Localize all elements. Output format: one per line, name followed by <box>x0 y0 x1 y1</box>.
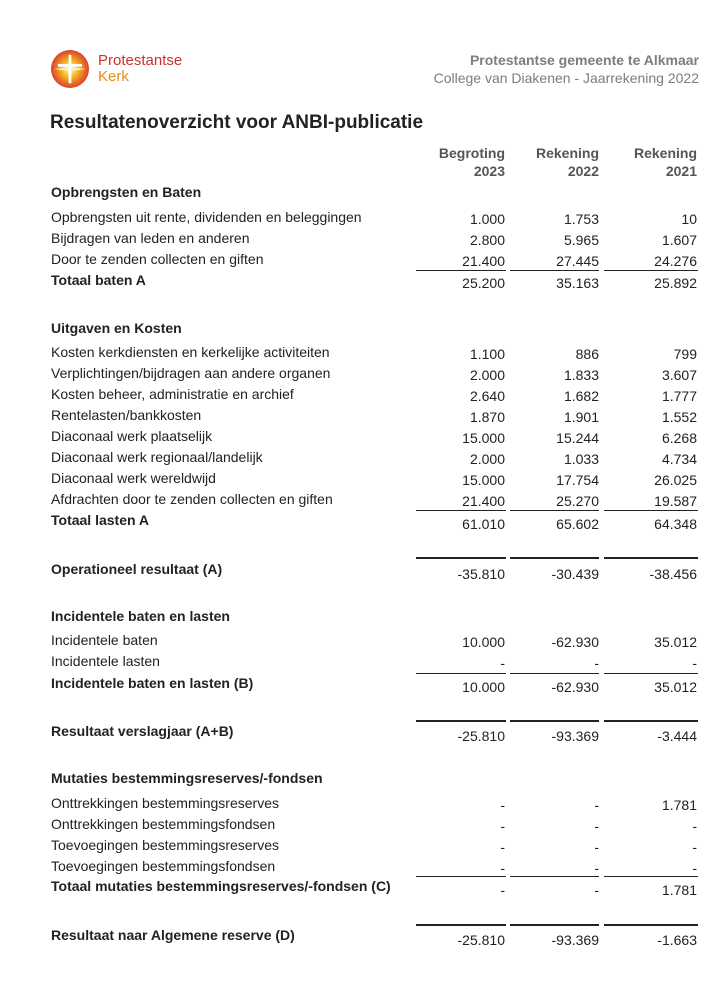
row-value: 1.100 <box>469 346 505 362</box>
row-value: 26.025 <box>654 472 697 488</box>
result-rule <box>510 557 599 559</box>
result-rule <box>416 557 506 559</box>
row-label: Onttrekkingen bestemmingsfondsen <box>51 816 276 832</box>
subtotal-rule <box>510 673 599 674</box>
row-value: - <box>692 839 697 855</box>
row-value: 886 <box>575 346 599 362</box>
total-value: 10.000 <box>462 679 505 695</box>
row-value: 17.754 <box>556 472 599 488</box>
row-label: Opbrengsten uit rente, dividenden en beleggingen <box>51 209 362 225</box>
row-label: Diaconaal werk wereldwijd <box>51 470 216 486</box>
row-label: Verplichtingen/bijdragen aan andere organen <box>51 365 331 381</box>
row-label: Diaconaal werk regionaal/landelijk <box>51 449 263 465</box>
row-value: 27.445 <box>556 253 599 269</box>
row-value: 1.033 <box>563 451 599 467</box>
row-label: Onttrekkingen bestemmingsreserves <box>51 795 279 811</box>
subtotal-rule <box>416 510 506 511</box>
total-value: 61.010 <box>462 516 505 532</box>
column-header-year: 2022 <box>567 163 599 179</box>
result-rule <box>604 557 698 559</box>
organisation-name: Protestantse gemeente te Alkmaar <box>469 52 699 68</box>
total-label: Totaal baten A <box>51 272 146 288</box>
row-value: 1.000 <box>469 211 505 227</box>
row-label: Incidentele lasten <box>51 653 160 669</box>
row-value: - <box>594 860 599 876</box>
column-header-label: Rekening <box>535 145 599 161</box>
subtotal-rule <box>510 510 599 511</box>
row-value: 6.268 <box>661 430 697 446</box>
total-value: 65.602 <box>556 516 599 532</box>
row-value: 21.400 <box>462 493 505 509</box>
row-value: 15.000 <box>462 472 505 488</box>
subtotal-rule <box>416 673 506 674</box>
row-value: 10.000 <box>462 634 505 650</box>
column-header-label: Rekening <box>633 145 697 161</box>
total-value: 35.163 <box>556 275 599 291</box>
section-heading: Mutaties bestemmingsreserves/-fondsen <box>51 770 323 786</box>
row-value: 1.833 <box>563 367 599 383</box>
row-value: - <box>594 839 599 855</box>
result-value: -25.810 <box>457 728 505 744</box>
row-value: - <box>500 655 505 671</box>
row-value: 5.965 <box>563 232 599 248</box>
row-value: - <box>500 797 505 813</box>
row-value: 25.270 <box>556 493 599 509</box>
subtotal-rule <box>604 876 698 877</box>
result-rule <box>416 924 506 926</box>
result-rule <box>604 720 698 722</box>
column-header-year: 2023 <box>473 163 505 179</box>
row-value: 1.870 <box>469 409 505 425</box>
result-label: Operationeel resultaat (A) <box>51 561 223 577</box>
result-value: -25.810 <box>457 932 505 948</box>
column-header-label: Begroting <box>438 145 505 161</box>
result-label: Resultaat verslagjaar (A+B) <box>51 723 234 739</box>
result-value: -1.663 <box>657 932 697 948</box>
total-label: Incidentele baten en lasten (B) <box>51 675 254 691</box>
result-value: -93.369 <box>551 932 599 948</box>
row-label: Diaconaal werk plaatselijk <box>51 428 213 444</box>
row-label: Toevoegingen bestemmingsreserves <box>51 837 280 853</box>
row-label: Door te zenden collecten en giften <box>51 251 264 267</box>
logo-text-kerk: Kerk <box>98 68 129 85</box>
result-rule <box>416 720 506 722</box>
row-value: - <box>692 860 697 876</box>
row-value: 15.000 <box>462 430 505 446</box>
result-value: -38.456 <box>649 566 697 582</box>
row-value: - <box>594 797 599 813</box>
row-value: 799 <box>673 346 697 362</box>
total-value: -62.930 <box>551 679 599 695</box>
section-heading: Incidentele baten en lasten <box>51 608 230 624</box>
total-value: 1.781 <box>661 882 697 898</box>
row-value: 2.000 <box>469 367 505 383</box>
result-rule <box>510 924 599 926</box>
subtotal-rule <box>416 876 506 877</box>
result-rule <box>604 924 698 926</box>
total-value: 25.200 <box>462 275 505 291</box>
total-value: 25.892 <box>654 275 697 291</box>
row-value: 10 <box>681 211 697 227</box>
row-value: 2.640 <box>469 388 505 404</box>
row-value: 1.682 <box>563 388 599 404</box>
column-header-year: 2021 <box>665 163 697 179</box>
total-label: Totaal lasten A <box>51 512 150 528</box>
row-value: - <box>500 839 505 855</box>
row-value: 15.244 <box>556 430 599 446</box>
result-value: -3.444 <box>657 728 697 744</box>
row-value: - <box>594 655 599 671</box>
row-label: Incidentele baten <box>51 632 158 648</box>
protestantse-kerk-logo-icon <box>50 49 90 89</box>
row-label: Toevoegingen bestemmingsfondsen <box>51 858 276 874</box>
row-value: - <box>500 860 505 876</box>
result-value: -30.439 <box>551 566 599 582</box>
row-value: - <box>692 655 697 671</box>
total-value: - <box>500 882 505 898</box>
row-value: 2.000 <box>469 451 505 467</box>
row-label: Kosten beheer, administratie en archief <box>51 386 294 402</box>
row-label: Bijdragen van leden en anderen <box>51 230 250 246</box>
row-value: 3.607 <box>661 367 697 383</box>
row-value: 21.400 <box>462 253 505 269</box>
subtotal-rule <box>510 270 599 271</box>
total-label: Totaal mutaties bestemmingsreserves/-fondsen (C) <box>51 878 391 894</box>
row-value: 1.781 <box>661 797 697 813</box>
page-title: Resultatenoverzicht voor ANBI-publicatie <box>50 112 424 133</box>
row-value: 1.607 <box>661 232 697 248</box>
subtotal-rule <box>416 270 506 271</box>
logo-text-protestantse: Protestantse <box>98 52 183 69</box>
result-label: Resultaat naar Algemene reserve (D) <box>51 927 295 943</box>
row-value: 1.753 <box>563 211 599 227</box>
report-subtitle: College van Diakenen - Jaarrekening 2022 <box>433 70 699 86</box>
subtotal-rule <box>604 270 698 271</box>
total-value: 64.348 <box>654 516 697 532</box>
section-heading: Uitgaven en Kosten <box>51 320 182 336</box>
subtotal-rule <box>604 673 698 674</box>
row-label: Kosten kerkdiensten en kerkelijke activiteiten <box>51 344 330 360</box>
row-value: - <box>594 818 599 834</box>
row-label: Rentelasten/bankkosten <box>51 407 202 423</box>
row-label: Afdrachten door te zenden collecten en giften <box>51 491 333 507</box>
total-value: 35.012 <box>654 679 697 695</box>
section-heading: Opbrengsten en Baten <box>51 184 202 200</box>
result-value: -35.810 <box>457 566 505 582</box>
row-value: 35.012 <box>654 634 697 650</box>
result-value: -93.369 <box>551 728 599 744</box>
row-value: 4.734 <box>661 451 697 467</box>
row-value: 1.777 <box>661 388 697 404</box>
total-value: - <box>594 882 599 898</box>
row-value: -62.930 <box>551 634 599 650</box>
row-value: 2.800 <box>469 232 505 248</box>
row-value: 1.552 <box>661 409 697 425</box>
row-value: 1.901 <box>563 409 599 425</box>
row-value: - <box>692 818 697 834</box>
row-value: 24.276 <box>654 253 697 269</box>
row-value: 19.587 <box>654 493 697 509</box>
subtotal-rule <box>604 510 698 511</box>
result-rule <box>510 720 599 722</box>
row-value: - <box>500 818 505 834</box>
subtotal-rule <box>510 876 599 877</box>
